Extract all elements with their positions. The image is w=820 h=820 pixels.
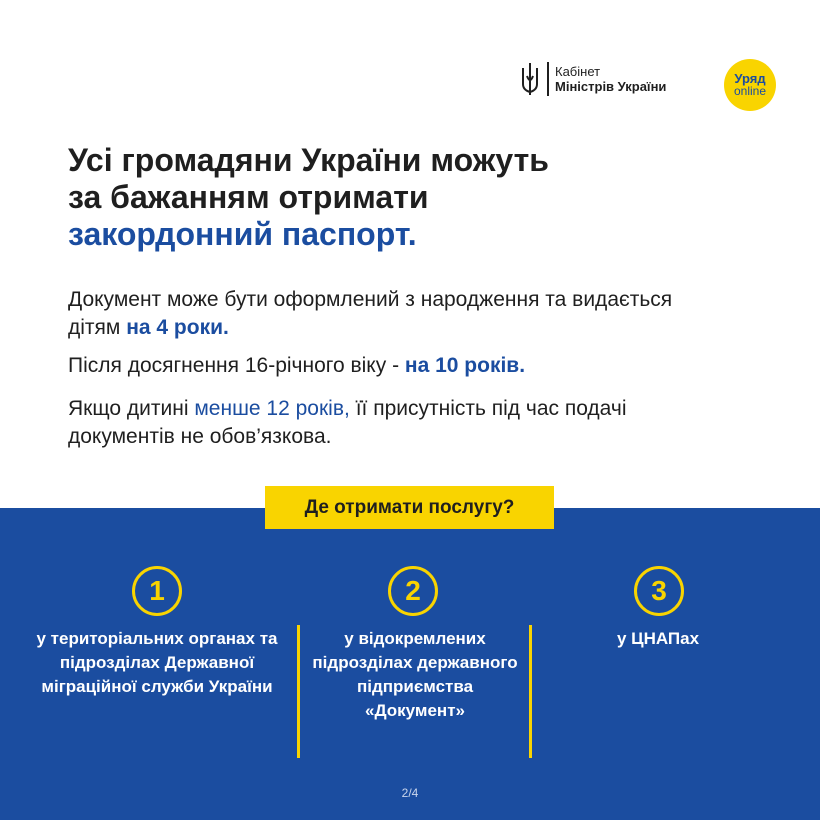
paragraph-2 — [68, 352, 708, 380]
page-title — [68, 142, 688, 253]
logo-divider — [547, 62, 549, 96]
paragraph-3 — [68, 395, 708, 451]
p2-text: Після досягнення 16-річного віку - — [68, 354, 400, 377]
option-text-2: у відокремлених підрозділах державного підприємства «Документ» — [312, 629, 518, 720]
number-badge-2: 2 — [388, 566, 438, 616]
uryad-line2: online — [733, 84, 767, 98]
title-line2: за бажанням отримати — [68, 179, 429, 215]
cabinet-line1: Кабінет — [555, 64, 601, 79]
p1-bold: на 4 роки. — [126, 316, 229, 339]
p1-text: Документ може бути оформлений з народження та видається дітям — [68, 288, 673, 339]
p3-after: її присутність під час подачі документів не обов’язкова. — [68, 397, 627, 448]
column-divider — [529, 625, 532, 758]
cabinet-line2: Міністрів України — [555, 79, 667, 94]
option-text-3: у ЦНАПах — [616, 629, 700, 648]
column-divider — [297, 625, 300, 758]
uryad-online-logo — [724, 59, 776, 111]
title-line1: Усі громадяни України можуть — [68, 142, 549, 178]
number-badge-1: 1 — [132, 566, 182, 616]
title-accent: закордонний паспорт. — [68, 216, 417, 252]
trident-icon — [519, 62, 541, 96]
uryad-line1: Уряд — [734, 71, 766, 86]
option-text-1: у територіальних органах та підрозділах Державної міграційної служби України — [36, 629, 278, 696]
p3-before: Якщо дитині — [68, 397, 189, 420]
p3-highlight: менше 12 років, — [194, 397, 350, 420]
page-indicator: 2/4 — [401, 786, 419, 800]
cabinet-name — [555, 64, 666, 94]
paragraph-1 — [68, 286, 708, 342]
cabinet-logo — [519, 62, 666, 96]
p2-bold: на 10 років. — [404, 354, 526, 377]
question-badge: Де отримати послугу? — [265, 486, 554, 529]
number-badge-3: 3 — [634, 566, 684, 616]
